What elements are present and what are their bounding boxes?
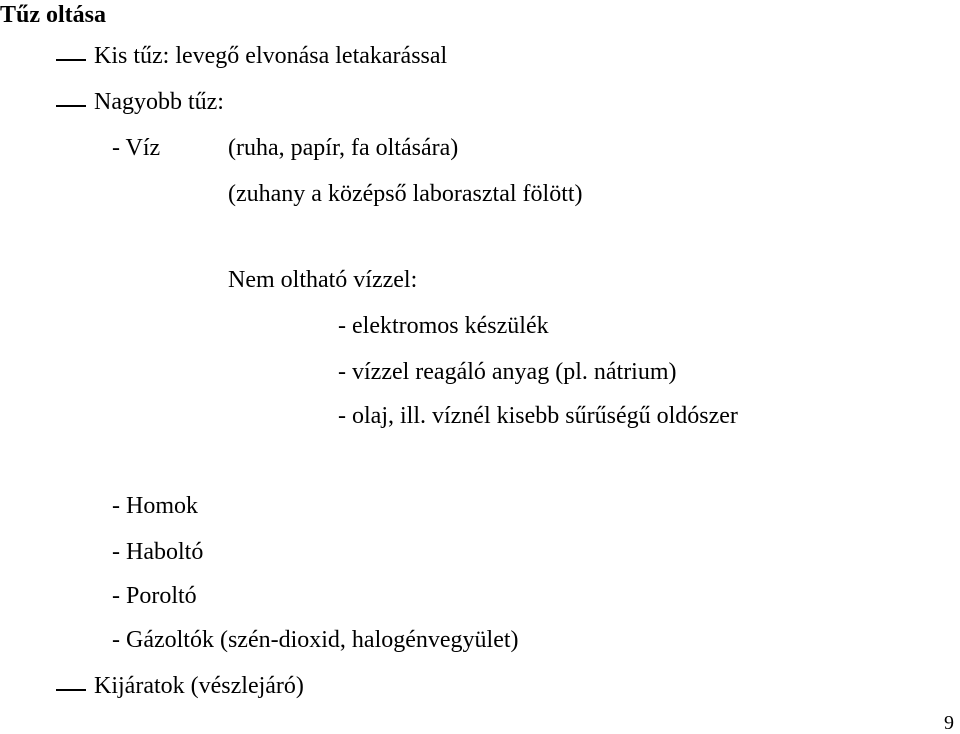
agent-item: - Homok (112, 493, 198, 519)
bullet-small-fire: Kis tűz: levegő elvonása letakarással (94, 43, 448, 69)
water-label: - Víz (112, 135, 161, 161)
bullet-bigger-fire: Nagyobb tűz: (94, 89, 224, 115)
page-number: 9 (944, 712, 954, 734)
water-note-2: (zuhany a középső laborasztal fölött) (228, 181, 583, 207)
agent-item: - Gázoltók (szén-dioxid, halogénvegyület) (112, 627, 519, 653)
water-note-1: (ruha, papír, fa oltására) (228, 135, 459, 161)
not-extinguishable-item: - elektromos készülék (338, 313, 549, 339)
not-extinguishable-item: - vízzel reagáló anyag (pl. nátrium) (338, 359, 677, 385)
bullet-dash (56, 105, 86, 107)
bullet-exits: Kijáratok (vészlejáró) (94, 673, 304, 699)
not-extinguishable-item: - olaj, ill. víznél kisebb sűrűségű oldószer (338, 403, 738, 429)
page-title: Tűz oltása (0, 2, 107, 28)
bullet-dash (56, 689, 86, 691)
agent-item: - Poroltó (112, 583, 197, 609)
agent-item: - Haboltó (112, 539, 204, 565)
not-extinguishable-heading: Nem oltható vízzel: (228, 267, 418, 293)
bullet-dash (56, 59, 86, 61)
